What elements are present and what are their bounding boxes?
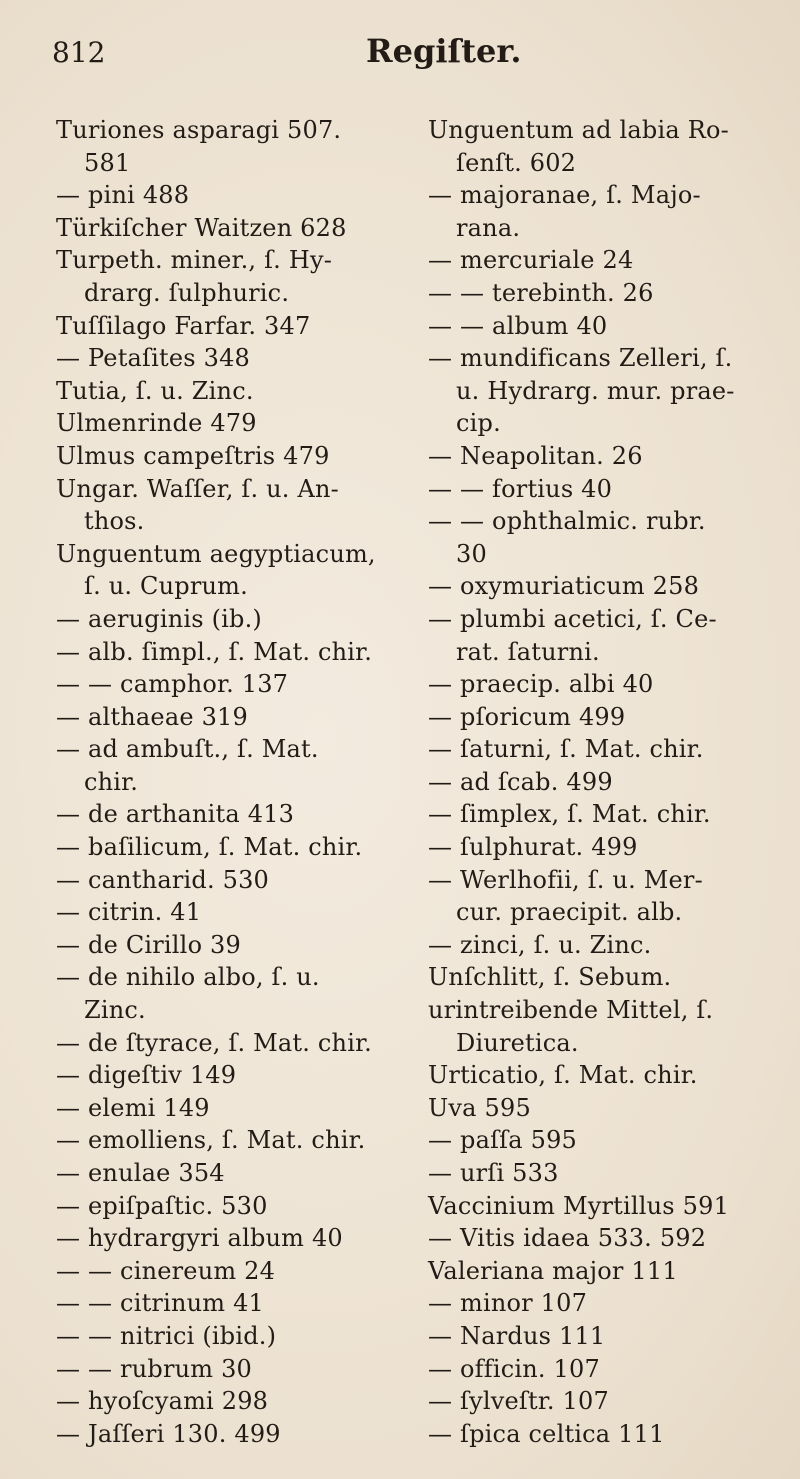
index-entry: — Neapolitan. 26: [428, 441, 643, 470]
index-entry: — pſoricum 499: [428, 702, 626, 731]
index-entry: — pini 488: [56, 181, 190, 210]
index-entry: — citrin. 41: [56, 898, 202, 927]
index-entry: — — cinereum 24: [56, 1256, 276, 1285]
index-entry: Ungar. Waſſer, ſ. u. An-: [56, 474, 339, 503]
index-entry: Ulmus campeſtris 479: [56, 441, 330, 470]
index-entry: — ſpica celtica 111: [428, 1419, 665, 1448]
index-entry: Valeriana major 111: [428, 1256, 678, 1285]
index-entry: — — album 40: [428, 311, 608, 340]
index-entry: Vaccinium Myrtillus 591: [428, 1191, 730, 1220]
index-entry: u. Hydrarg. mur. prae-: [456, 376, 735, 405]
index-entry: 581: [84, 148, 131, 177]
index-entry: — epiſpaſtic. 530: [56, 1191, 268, 1220]
index-entry: — cantharid. 530: [56, 865, 270, 894]
index-entry: Ulmenrinde 479: [56, 409, 257, 438]
index-entry: — zinci, ſ. u. Zinc.: [428, 930, 652, 959]
index-entry: rana.: [456, 213, 521, 242]
index-entry: — officin. 107: [428, 1354, 600, 1383]
index-entry: — minor 107: [428, 1289, 588, 1318]
index-entry: — ſimplex, ſ. Mat. chir.: [428, 800, 711, 829]
running-title: Regiſter.: [366, 32, 522, 70]
index-entry: — digeſtiv 149: [56, 1061, 237, 1090]
index-entry: Tutia, ſ. u. Zinc.: [56, 376, 254, 405]
index-entry: — althaeae 319: [56, 702, 248, 731]
index-entry: — plumbi acetici, ſ. Ce-: [428, 604, 717, 633]
index-entry: Uva 595: [428, 1093, 531, 1122]
index-entry: — Werlhofii, ſ. u. Mer-: [428, 865, 703, 894]
index-entry: rat. ſaturni.: [456, 637, 600, 666]
index-entry: — enulae 354: [56, 1159, 225, 1187]
index-entry: — emolliens, ſ. Mat. chir.: [56, 1126, 366, 1155]
index-entry: — Vitis idaea 533. 592: [428, 1224, 707, 1253]
index-entry: ſenſt. 602: [456, 148, 577, 177]
index-entry: — ad ſcab. 499: [428, 767, 613, 796]
index-entry: — de Cirillo 39: [56, 930, 241, 959]
index-column-left: [56, 114, 406, 1450]
index-entry: Turpeth. miner., ſ. Hy-: [56, 246, 333, 275]
index-entry: urintreibende Mittel, ſ.: [428, 996, 714, 1025]
index-entry: 30: [456, 539, 487, 568]
index-entry: — hyoſcyami 298: [56, 1387, 269, 1416]
index-entry: — de ſtyrace, ſ. Mat. chir.: [56, 1028, 372, 1057]
index-entry: — — terebinth. 26: [428, 278, 654, 307]
index-entry: — majoranae, ſ. Majo-: [428, 181, 701, 210]
index-entry: Unguentum ad labia Ro-: [428, 116, 729, 144]
index-entry: — oxymuriaticum 258: [428, 572, 700, 601]
index-entry: Türkiſcher Waitzen 628: [56, 213, 347, 242]
index-entry: Tuſſilago Farfar. 347: [56, 311, 311, 340]
page-number: 812: [52, 36, 106, 69]
index-entry: — praecip. albi 40: [428, 670, 654, 699]
index-entry: — mercuriale 24: [428, 246, 634, 275]
index-entry: cip.: [456, 409, 501, 438]
index-entry: Diuretica.: [456, 1028, 579, 1057]
index-entry: — baſilicum, ſ. Mat. chir.: [56, 833, 363, 862]
index-entry: drarg. ſulphuric.: [84, 278, 290, 307]
page-header: [0, 32, 800, 72]
index-entry: — — rubrum 30: [56, 1354, 253, 1383]
index-entry: — ſulphurat. 499: [428, 833, 638, 862]
index-column-right: [428, 114, 778, 1450]
index-entry: — aeruginis (ib.): [56, 604, 262, 633]
index-entry: — — fortius 40: [428, 474, 613, 503]
index-entry: — alb. ſimpl., ſ. Mat. chir.: [56, 637, 373, 666]
index-entry: — elemi 149: [56, 1093, 210, 1122]
index-entry: chir.: [84, 767, 139, 796]
index-entry: — Jaſſeri 130. 499: [56, 1419, 281, 1448]
index-entry: — Petaſites 348: [56, 344, 251, 373]
index-entry: — — ophthalmic. rubr.: [428, 507, 706, 536]
index-entry: Urticatio, ſ. Mat. chir.: [428, 1061, 698, 1090]
index-entry: — ſaturni, ſ. Mat. chir.: [428, 735, 704, 764]
index-entry: — — citrinum 41: [56, 1289, 265, 1318]
index-entry: — hydrargyri album 40: [56, 1224, 343, 1253]
index-entry: — ad ambuſt., ſ. Mat.: [56, 735, 319, 764]
index-entry: — mundificans Zelleri, ſ.: [428, 344, 733, 373]
index-entry: — — nitrici (ibid.): [56, 1321, 277, 1350]
index-entry: Unguentum aegyptiacum,: [56, 539, 376, 568]
index-entry: cur. praecipit. alb.: [456, 898, 683, 927]
index-entry: Turiones asparagi 507.: [56, 116, 342, 144]
index-entry: — — camphor. 137: [56, 670, 289, 699]
index-entry: — ſylveſtr. 107: [428, 1387, 609, 1416]
index-entry: — de arthanita 413: [56, 800, 295, 829]
index-entry: thos.: [84, 507, 145, 536]
index-entry: — paſſa 595: [428, 1126, 578, 1155]
index-entry: — urſi 533: [428, 1159, 559, 1187]
index-entry: Unſchlitt, ſ. Sebum.: [428, 963, 672, 992]
index-entry: — de nihilo albo, ſ. u.: [56, 963, 320, 992]
index-entry: ſ. u. Cuprum.: [84, 572, 248, 601]
index-entry: Zinc.: [84, 996, 146, 1025]
index-entry: — Nardus 111: [428, 1321, 606, 1350]
